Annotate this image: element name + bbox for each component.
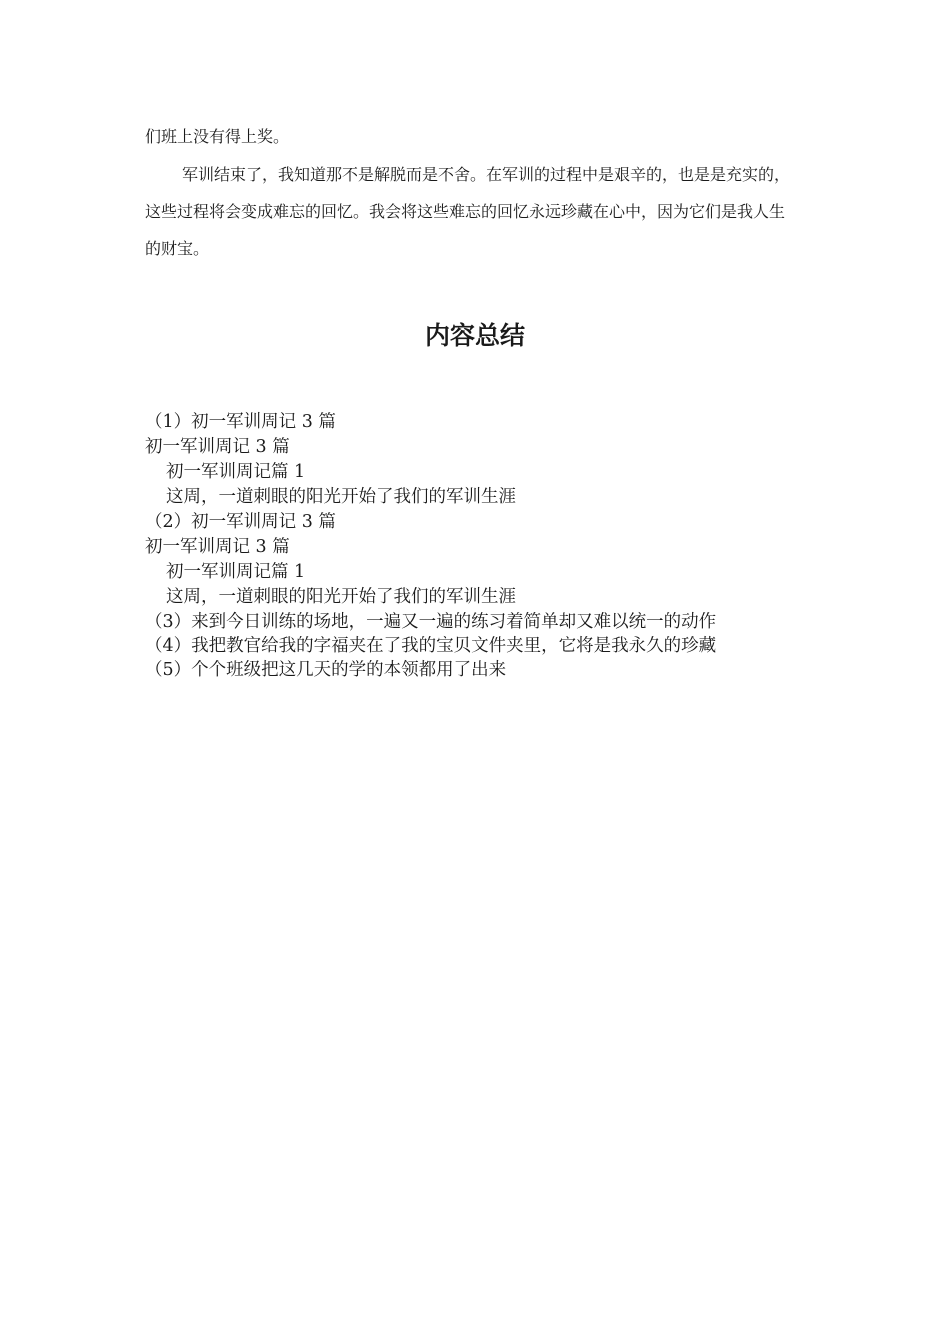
summary-line-6: 初一军训周记 3 篇: [145, 537, 290, 557]
summary-line-5: （2）初一军训周记 3 篇: [145, 512, 336, 532]
summary-list: [145, 410, 805, 683]
summary-line-3: 初一军训周记篇 1: [166, 462, 306, 482]
summary-line-9: （3）来到今日训练的场地，一遍又一遍的练习着简单却又难以统一的动作: [145, 612, 717, 632]
summary-line-2: 初一军训周记 3 篇: [145, 437, 290, 457]
summary-line-11: （5）个个班级把这几天的学的本领都用了出来: [145, 660, 507, 680]
summary-line-8: 这周，一道刺眼的阳光开始了我们的军训生涯: [166, 587, 516, 607]
body-paragraph-1: 们班上没有得上奖。: [145, 127, 290, 146]
body-paragraph-2: 军训结束了，我知道那不是解脱而是不舍。在军训的过程中是艰辛的，也是是充实的，这些过程将会变成难忘的回忆。我会将这些难忘的回忆永远珍藏在心中，因为它们是我人生的财宝。: [145, 165, 791, 258]
summary-line-7: 初一军训周记篇 1: [166, 562, 306, 582]
summary-line-10: （4）我把教官给我的字福夹在了我的宝贝文件夹里，它将是我永久的珍藏: [145, 636, 717, 656]
summary-title: 内容总结: [424, 321, 525, 350]
summary-line-4: 这周，一道刺眼的阳光开始了我们的军训生涯: [166, 487, 516, 507]
summary-line-1: （1）初一军训周记 3 篇: [145, 412, 336, 432]
